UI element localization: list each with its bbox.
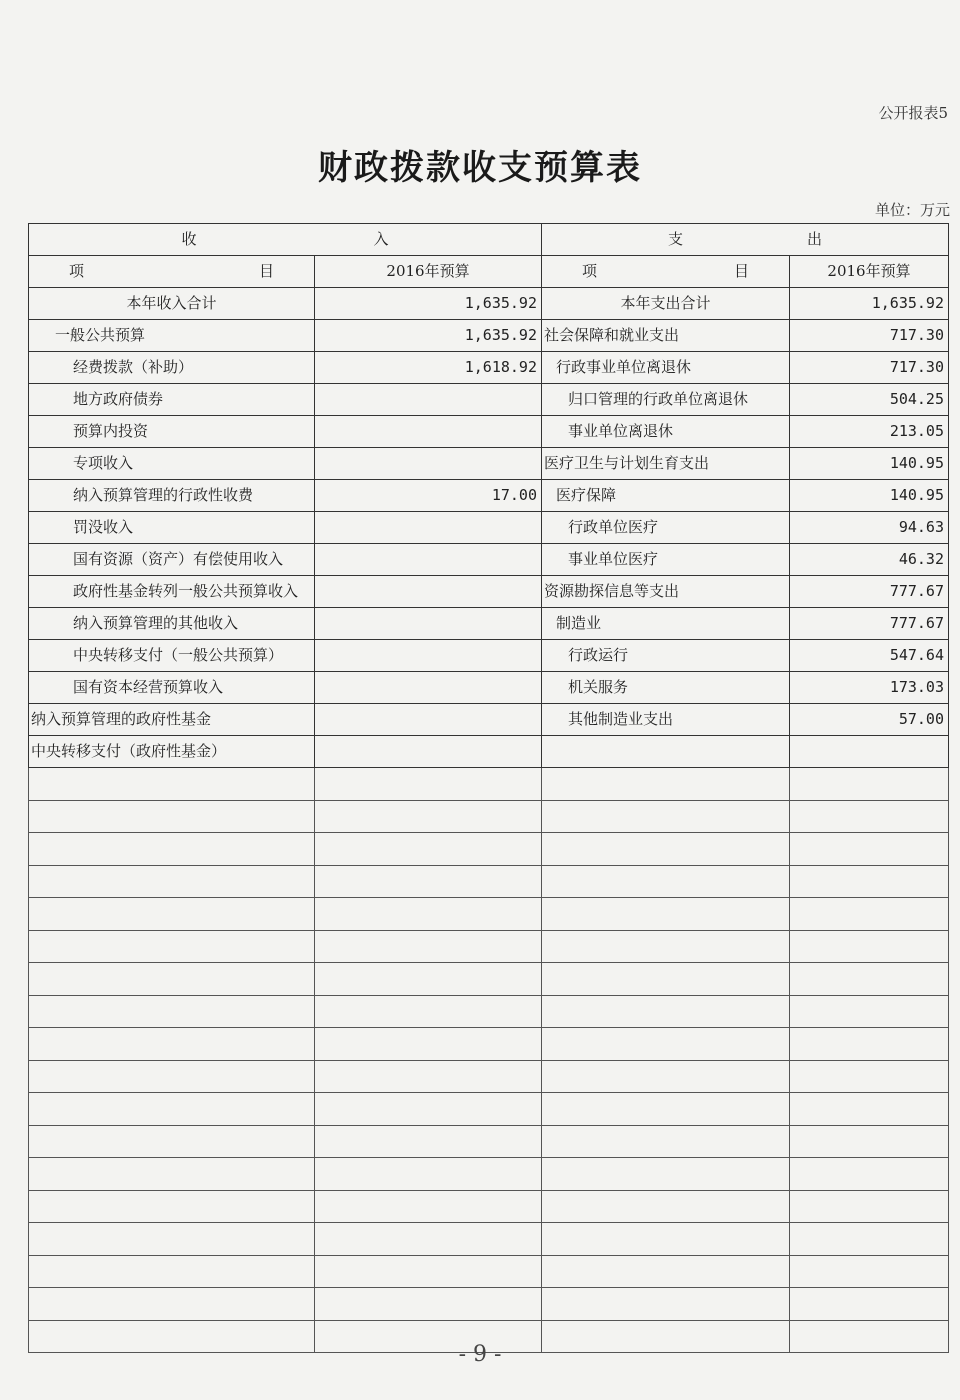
empty-row (29, 833, 949, 866)
empty-row (29, 1125, 949, 1158)
column-header-row (29, 256, 949, 288)
expense-label: 其他制造业支出 (542, 704, 790, 736)
empty-cell (790, 833, 949, 866)
empty-cell (315, 1028, 542, 1061)
empty-row (29, 865, 949, 898)
empty-cell (315, 898, 542, 931)
expense-budget-header: 2016年预算 (790, 256, 949, 288)
empty-row (29, 1190, 949, 1223)
empty-cell (790, 800, 949, 833)
empty-cell (790, 995, 949, 1028)
empty-cell (29, 963, 315, 996)
empty-cell (542, 1125, 790, 1158)
empty-cell (315, 1158, 542, 1191)
empty-cell (315, 1255, 542, 1288)
expense-item-header (542, 256, 790, 288)
expense-value: 46.32 (790, 544, 949, 576)
income-label: 纳入预算管理的行政性收费 (29, 480, 315, 512)
income-header-char-2: 入 (373, 230, 389, 248)
income-label: 地方政府债券 (29, 384, 315, 416)
expense-header-char-1: 支 (667, 230, 683, 248)
empty-cell (29, 1158, 315, 1191)
empty-cell (542, 1255, 790, 1288)
income-value (315, 544, 542, 576)
empty-cell (790, 1288, 949, 1321)
empty-cell (790, 1093, 949, 1126)
empty-row (29, 768, 949, 801)
empty-cell (542, 995, 790, 1028)
empty-cell (790, 1223, 949, 1256)
empty-row (29, 1158, 949, 1191)
expense-label: 归口管理的行政单位离退休 (542, 384, 790, 416)
expense-value: 213.05 (790, 416, 949, 448)
income-label: 罚没收入 (29, 512, 315, 544)
expense-value (790, 736, 949, 768)
expense-value: 717.30 (790, 352, 949, 384)
expense-value: 140.95 (790, 480, 949, 512)
expense-label: 社会保障和就业支出 (542, 320, 790, 352)
income-label: 国有资本经营预算收入 (29, 672, 315, 704)
expense-label: 行政单位医疗 (542, 512, 790, 544)
income-label: 纳入预算管理的政府性基金 (29, 704, 315, 736)
empty-cell (29, 930, 315, 963)
expense-value: 777.67 (790, 608, 949, 640)
income-total-value: 1,635.92 (315, 288, 542, 320)
income-total-label: 本年收入合计 (29, 288, 315, 320)
income-budget-header: 2016年预算 (315, 256, 542, 288)
income-label: 预算内投资 (29, 416, 315, 448)
table-row (29, 736, 949, 768)
empty-cell (29, 1060, 315, 1093)
empty-cell (29, 1288, 315, 1321)
table-row (29, 672, 949, 704)
expense-header-char-2: 出 (806, 230, 822, 248)
page-number: - 9 - (458, 1342, 502, 1367)
income-label: 中央转移支付（一般公共预算） (29, 640, 315, 672)
empty-cell (542, 833, 790, 866)
empty-cell (790, 1190, 949, 1223)
expense-total-value: 1,635.92 (790, 288, 949, 320)
empty-row (29, 1093, 949, 1126)
income-value (315, 672, 542, 704)
expense-value: 94.63 (790, 512, 949, 544)
income-value (315, 384, 542, 416)
table-row (29, 640, 949, 672)
income-value: 17.00 (315, 480, 542, 512)
empty-cell (790, 898, 949, 931)
empty-cell (315, 865, 542, 898)
expense-label: 医疗保障 (542, 480, 790, 512)
table-row (29, 352, 949, 384)
empty-row (29, 1288, 949, 1321)
expense-label: 行政运行 (542, 640, 790, 672)
empty-row (29, 995, 949, 1028)
income-item-char-2: 目 (258, 262, 274, 280)
income-value: 1,618.92 (315, 352, 542, 384)
empty-cell (790, 865, 949, 898)
empty-row (29, 1255, 949, 1288)
empty-cell (315, 995, 542, 1028)
income-value (315, 416, 542, 448)
empty-row (29, 800, 949, 833)
empty-row (29, 1028, 949, 1061)
empty-cell (542, 768, 790, 801)
income-label: 专项收入 (29, 448, 315, 480)
income-value (315, 640, 542, 672)
expense-value: 547.64 (790, 640, 949, 672)
income-label: 纳入预算管理的其他收入 (29, 608, 315, 640)
income-item-header (29, 256, 315, 288)
income-value (315, 576, 542, 608)
empty-cell (542, 1060, 790, 1093)
expense-label: 事业单位离退休 (542, 416, 790, 448)
totals-row (29, 288, 949, 320)
empty-cell (542, 800, 790, 833)
table-row (29, 384, 949, 416)
income-item-char-1: 项 (69, 262, 85, 280)
expense-item-char-2: 目 (733, 262, 749, 280)
empty-cell (29, 995, 315, 1028)
empty-cell (790, 1158, 949, 1191)
empty-cell (542, 898, 790, 931)
empty-cell (542, 930, 790, 963)
table-row (29, 448, 949, 480)
expense-section-header (542, 224, 949, 256)
empty-cell (542, 963, 790, 996)
income-value (315, 512, 542, 544)
empty-cell (315, 768, 542, 801)
expense-value: 140.95 (790, 448, 949, 480)
expense-value: 777.67 (790, 576, 949, 608)
empty-cell (790, 1028, 949, 1061)
expense-value: 504.25 (790, 384, 949, 416)
expense-total-label: 本年支出合计 (542, 288, 790, 320)
empty-cell (29, 1190, 315, 1223)
income-label: 经费拨款（补助） (29, 352, 315, 384)
income-value (315, 448, 542, 480)
page-title: 财政拨款收支预算表 (318, 148, 642, 188)
table-row (29, 704, 949, 736)
empty-cell (315, 1223, 542, 1256)
table-row (29, 480, 949, 512)
expense-value: 173.03 (790, 672, 949, 704)
income-label: 政府性基金转列一般公共预算收入 (29, 576, 315, 608)
expense-label: 资源勘探信息等支出 (542, 576, 790, 608)
empty-cell (315, 833, 542, 866)
empty-cell (315, 1125, 542, 1158)
empty-cell (29, 865, 315, 898)
expense-value: 717.30 (790, 320, 949, 352)
empty-cell (542, 1190, 790, 1223)
income-label: 国有资源（资产）有偿使用收入 (29, 544, 315, 576)
income-label: 一般公共预算 (29, 320, 315, 352)
empty-cell (790, 1255, 949, 1288)
empty-cell (315, 1060, 542, 1093)
empty-cell (315, 800, 542, 833)
empty-cell (29, 1255, 315, 1288)
table-row (29, 544, 949, 576)
income-value (315, 608, 542, 640)
empty-cell (29, 1028, 315, 1061)
income-header-char-1: 收 (181, 230, 197, 248)
income-value (315, 704, 542, 736)
empty-cell (29, 1125, 315, 1158)
income-label: 中央转移支付（政府性基金） (29, 736, 315, 768)
table-row (29, 608, 949, 640)
expense-label: 事业单位医疗 (542, 544, 790, 576)
empty-cell (790, 963, 949, 996)
report-number: 公开报表5 (878, 104, 948, 122)
budget-table (28, 223, 949, 1353)
table-row (29, 512, 949, 544)
empty-cell (542, 865, 790, 898)
income-value (315, 736, 542, 768)
income-value: 1,635.92 (315, 320, 542, 352)
empty-cell (29, 800, 315, 833)
empty-cell (790, 768, 949, 801)
expense-label: 医疗卫生与计划生育支出 (542, 448, 790, 480)
expense-label: 机关服务 (542, 672, 790, 704)
empty-cell (29, 768, 315, 801)
empty-cell (542, 1028, 790, 1061)
empty-row (29, 1223, 949, 1256)
empty-cell (29, 833, 315, 866)
empty-cell (542, 1223, 790, 1256)
expense-value: 57.00 (790, 704, 949, 736)
section-header-row (29, 224, 949, 256)
empty-row (29, 898, 949, 931)
expense-label (542, 736, 790, 768)
expense-label: 制造业 (542, 608, 790, 640)
empty-cell (542, 1288, 790, 1321)
empty-cell (29, 1093, 315, 1126)
empty-cell (315, 1288, 542, 1321)
empty-cell (542, 1093, 790, 1126)
empty-cell (790, 1060, 949, 1093)
empty-cell (315, 1093, 542, 1126)
empty-cell (29, 1223, 315, 1256)
table-row (29, 576, 949, 608)
unit-label: 单位：万元 (874, 201, 950, 219)
empty-cell (790, 930, 949, 963)
empty-row (29, 1060, 949, 1093)
expense-item-char-1: 项 (582, 262, 598, 280)
empty-cell (315, 963, 542, 996)
expense-label: 行政事业单位离退休 (542, 352, 790, 384)
empty-cell (29, 898, 315, 931)
empty-row (29, 963, 949, 996)
table-row (29, 416, 949, 448)
empty-cell (315, 930, 542, 963)
empty-cell (315, 1190, 542, 1223)
income-section-header (29, 224, 542, 256)
empty-cell (542, 1158, 790, 1191)
empty-cell (790, 1125, 949, 1158)
table-row (29, 320, 949, 352)
empty-row (29, 930, 949, 963)
